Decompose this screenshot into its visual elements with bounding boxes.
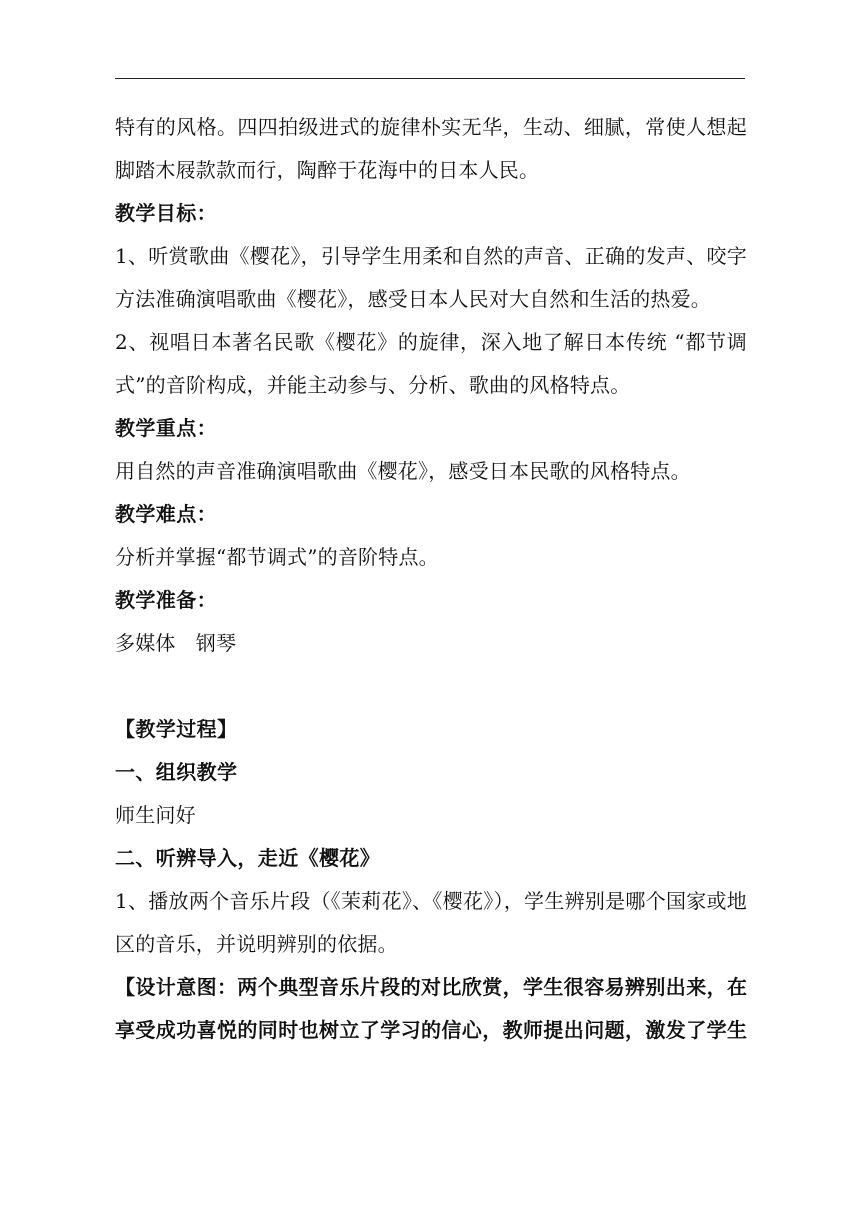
document-body (115, 106, 747, 1052)
step-1-text: 师生问好 (115, 803, 196, 827)
objective-1-line-2: 方法准确演唱歌曲《樱花》，感受日本人民对大自然和生活的热爱。 (115, 287, 711, 311)
design-intent-line-1: 【设计意图：两个典型音乐片段的对比欣赏，学生很容易辨别出来，在 (115, 975, 748, 999)
intro-line-1: 特有的风格。四四拍级进式的旋律朴实无华，生动、细腻，常使人想起 (115, 115, 747, 139)
preparation-text: 多媒体 钢琴 (115, 631, 237, 655)
objective-2-line-2: 式”的音阶构成，并能主动参与、分析、歌曲的风格特点。 (115, 373, 631, 397)
step-2-line-2: 区的音乐，并说明辨别的依据。 (115, 932, 398, 956)
key-points-text: 用自然的声音准确演唱歌曲《樱花》，感受日本民歌的风格特点。 (115, 459, 691, 483)
process-heading: 【教学过程】 (115, 717, 238, 741)
difficulties-text: 分析并掌握“都节调式”的音阶特点。 (115, 545, 439, 569)
difficulties-heading: 教学难点： (115, 502, 217, 526)
objectives-heading: 教学目标： (115, 201, 217, 225)
step-1-heading: 一、组织教学 (115, 760, 238, 784)
design-intent-line-2: 享受成功喜悦的同时也树立了学习的信心，教师提出问题，激发了学生 (115, 1018, 748, 1042)
preparation-heading: 教学准备： (115, 588, 217, 612)
key-points-heading: 教学重点： (115, 416, 217, 440)
objective-1-line-1: 1、听赏歌曲《樱花》，引导学生用柔和自然的声音、正确的发声、咬字 (115, 244, 747, 268)
step-2-heading: 二、听辨导入，走近《樱花》 (115, 846, 381, 870)
step-2-line-1: 1、播放两个音乐片段（《茉莉花》、《樱花》），学生辨别是哪个国家或地 (115, 889, 747, 913)
header-rule (115, 78, 745, 79)
section-spacer (115, 665, 747, 708)
objective-2-line-1: 2、视唱日本著名民歌《樱花》的旋律，深入地了解日本传统 “都节调 (115, 330, 747, 354)
intro-line-2: 脚踏木屐款款而行，陶醉于花海中的日本人民。 (115, 158, 540, 182)
